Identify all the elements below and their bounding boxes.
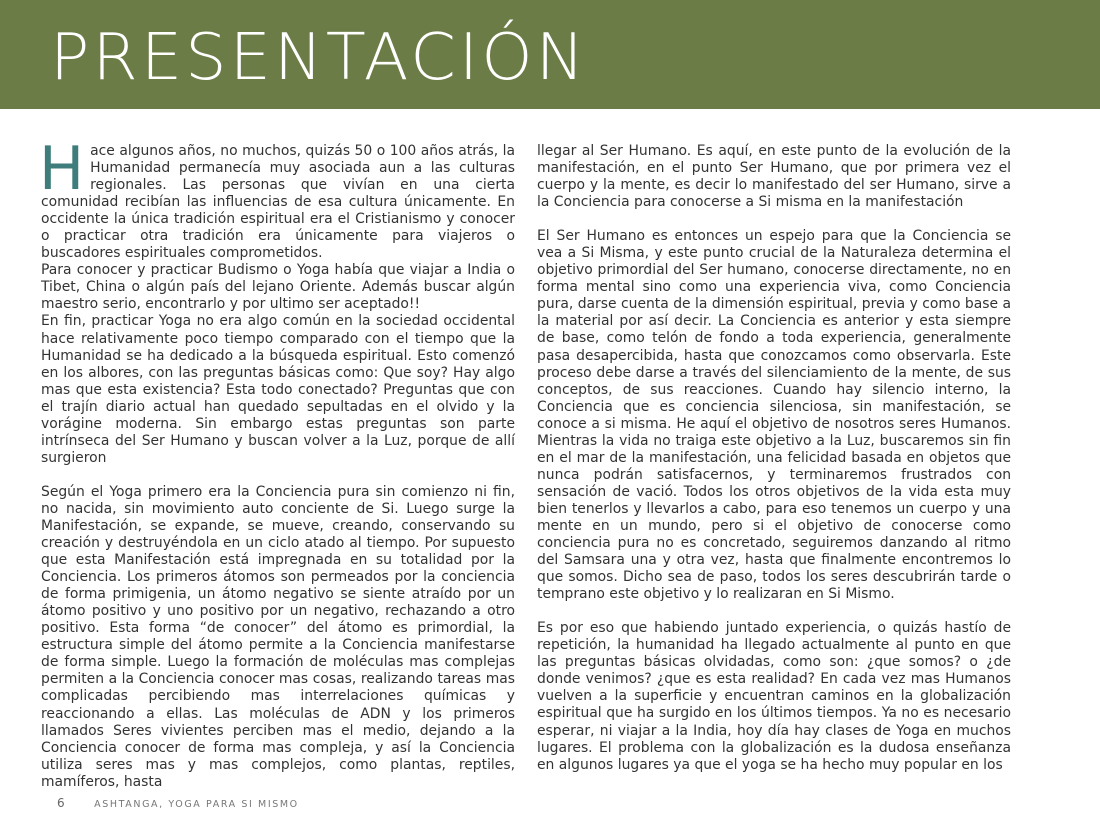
paragraph-7: Es por eso que habiendo juntado experiencia, o quizás hastío de repetición, la humanidad ha llegado actualmente al punto en que las preguntas básicas olvidadas, como son: ¿que somos? o ¿de donde venimos? ¿que es esta realidad? En cada vez mas Humanos vuelven a la superficie y encuentran caminos en la globalización espiritual que ha surgido en los últimos tiempos. Ya no es necesario esperar, ni viajar a la India, hoy día hay clases de Yoga en muchos lugares. El problema con la globalización es la dudosa enseñanza en algunos lugares ya que el yoga se ha hecho muy popular en los [537, 620, 1011, 773]
paragraph-1-text: ace algunos años, no muchos, quizás 50 o 100 años atrás, la Humanidad permanecía muy asociada aun a las culturas regionales. Las personas que vivían en una cierta comunidad recibían las influencias de esa cultura únicamente. En occidente la única tradición espiritual era el Cristianismo y conocer o practicar otra tradición era únicamente para viajeros o buscadores espirituales comprometidos. [41, 143, 515, 262]
title-banner [0, 0, 1100, 109]
paragraph-2: Para conocer y practicar Budismo o Yoga había que viajar a India o Tibet, China o algún país del lejano Oriente. Además buscar algún maestro serio, encontrarlo y por ultimo ser aceptado!! [41, 262, 515, 313]
left-column [39, 134, 515, 791]
running-title: ASHTANGA, YOGA PARA SI MISMO [94, 799, 299, 810]
right-column [537, 143, 1011, 774]
paragraph-3: En fin, practicar Yoga no era algo común en la sociedad occidental hace relativamente poco tiempo comparado con el tiempo que la Humanidad se ha dedicado a la búsqueda espiritual. Esto comenzó en los albores, con las preguntas básicas como: Que soy? Hay algo mas que esta existencia? Esta todo conectado? Preguntas que con el trajín diario actual han quedado sepultadas en el olvido y la vorágine moderna. Sin embargo estas preguntas son parte intrínseca del Ser Humano y buscan volver a la Luz, porque de allí surgieron [41, 313, 515, 466]
page-footer [57, 796, 299, 810]
page-number: 6 [57, 796, 65, 810]
paragraph-5: llegar al Ser Humano. Es aquí, en este punto de la evolución de la manifestación, en el punto Ser Humano, que por primera vez el cuerpo y la mente, es decir lo manifestado del ser Humano, sirve a la Conciencia para conocerse a Si misma en la manifestación [537, 143, 1011, 211]
paragraph-6: El Ser Humano es entonces un espejo para que la Conciencia se vea a Si Misma, y este punto crucial de la Naturaleza determina el objetivo primordial del Ser humano, conocerse directamente, no en forma mental sino como una experiencia viva, como Conciencia pura, darse cuenta de la dimensión espiritual, previa y como base a la material por así decir. La Conciencia es anterior y esta siempre de base, como telón de fondo a toda experiencia, generalmente pasa desapercibida, hasta que conozcamos como observarla. Este proceso debe darse a través del silenciamiento de la mente, de sus conceptos, de sus reacciones. Cuando hay silencio interno, la Conciencia que es conciencia silenciosa, sin manifestación, se conoce a si misma. He aquí el objetivo de nosotros seres Humanos. Mientras la vida no traiga este objetivo a la Luz, buscaremos sin fin en el mar de la manifestación, una felicidad basada en objetos que nunca podrán satisfacernos, y terminaremos frustrados con sensación de vació. Todos los otros objetivos de la vida esta muy bien tenerlos y llevarlos a cabo, para eso tenemos un cuerpo y una mente en un mundo, pero si el objetivo de conocerse como conciencia pura no es concretado, seguiremos danzando al ritmo del Samsara una y otra vez, hasta que finalmente encontremos lo que somos. Dicho sea de paso, todos los seres descubrirán tarde o temprano este objetivo y lo realizaran en Si Mismo. [537, 228, 1011, 603]
page-title: PRESENTACIÓN [50, 21, 588, 95]
drop-cap: H [39, 134, 85, 204]
paragraph-4: Según el Yoga primero era la Conciencia pura sin comienzo ni fin, no nacida, sin movimiento auto conciente de Si. Luego surge la Manifestación, se expande, se mueve, creando, conservando su creación y destruyéndola en un ciclo atado al tiempo. Por supuesto que esta Manifestación está impregnada en su totalidad por la Conciencia. Los primeros átomos son permeados por la conciencia de forma primigenia, un átomo negativo se siente atraído por un átomo positivo y uno positivo por un negativo, rechazando a otro positivo. Esta forma “de conocer” del átomo es primordial, la estructura simple del átomo permite a la Conciencia manifestarse de forma simple. Luego la formación de moléculas mas complejas permiten a la Conciencia conocer mas cosas, realizando tareas mas complicadas percibiendo mas interrelaciones químicas y reaccionando a ellas. Las moléculas de ADN y los primeros llamados Seres vivientes perciben mas el medio, dejando a la Conciencia conocer de forma mas compleja, y así la Conciencia utiliza seres mas y mas complejos, como plantas, reptiles, mamíferos, hasta [41, 483, 515, 790]
paragraph-1 [39, 134, 515, 262]
